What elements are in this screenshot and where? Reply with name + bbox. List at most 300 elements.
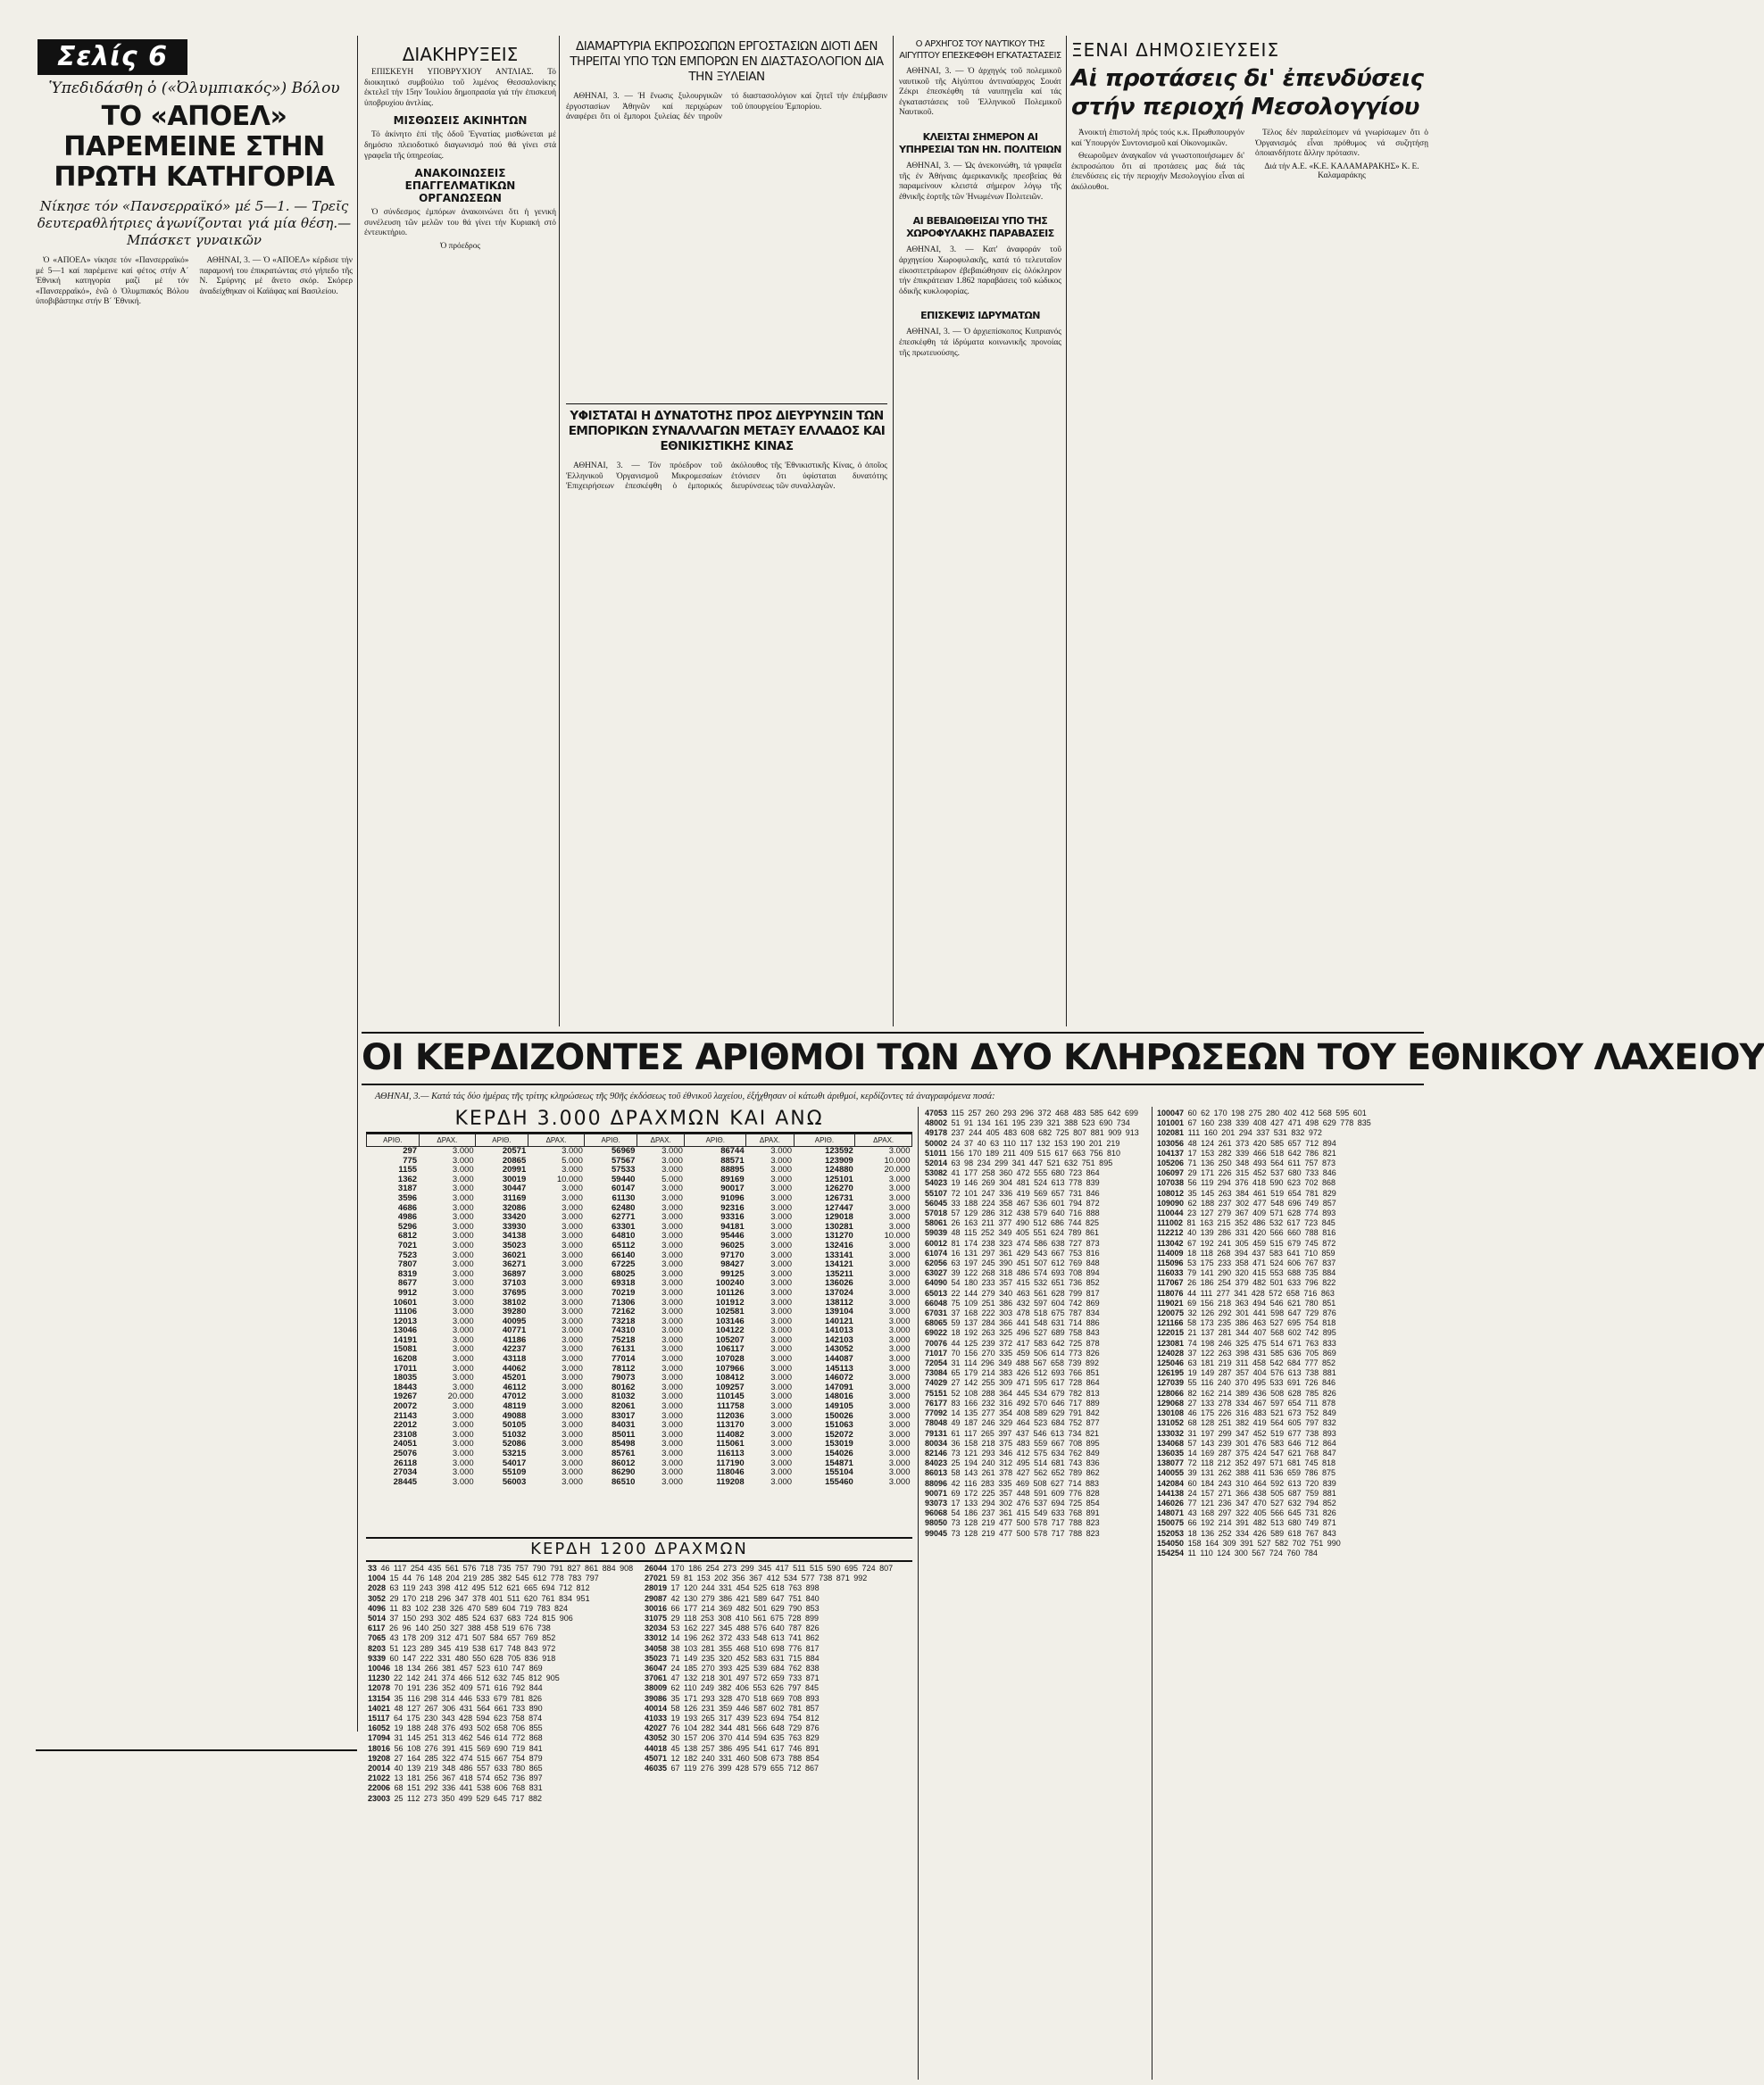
number-rest: 19 146 269 304 481 524 613 778 839 bbox=[951, 1178, 1100, 1188]
prize-amount: 10.000 bbox=[884, 1155, 911, 1166]
ticket-number: 33420 bbox=[502, 1212, 527, 1223]
number-line bbox=[645, 1674, 912, 1683]
apoel-kicker: Ὑπεδιδάσθη ὁ («Ὀλυμπιακός») Βόλου bbox=[48, 79, 340, 97]
prize-amount: 3.000 bbox=[662, 1391, 683, 1402]
mesolongi-signature: Διά τήν Α.Ε. «Κ.Ε. ΚΑΛΑΜΑΡΑΚΗΣ» Κ. Ε. Καλαμαράκης bbox=[1264, 162, 1419, 180]
notice-paragraph: ΕΠΙΣΚΕΥΗ ΥΠΟΒΡΥΧΙΟΥ ΑΝΤΛΙΑΣ. Τό διοικητικό συμβούλιο τοῦ λιμένος Θεσσαλονίκης ἐκτελεῖ τήν 15ην Ἰουλίου δημοπρασία γιά τήν ἐπισκευή ὑποβρυχίου ἀντλίας. bbox=[364, 68, 556, 108]
ticket-number: 126270 bbox=[825, 1184, 853, 1194]
traffic-paragraph: ΑΘΗΝΑΙ, 3. — Κατ' ἀναφοράν τοῦ ἀρχηγείου Χωροφυλακῆς, κατά τό τελευταῖον εἰκοσιτετράωρον ἐβεβαιώθησαν εἰς ὁλόκληρον τήν ἐπικράτειαν 1.862 παραβάσεις τοῦ κώδικος ὁδικῆς κυκλοφορίας. bbox=[899, 245, 1061, 296]
prize-amount: 3.000 bbox=[662, 1240, 683, 1250]
prize-amount: 3.000 bbox=[662, 1212, 683, 1223]
number-rest: 72 101 247 336 419 569 657 731 846 bbox=[951, 1188, 1100, 1198]
prize-amount: 3.000 bbox=[770, 1307, 793, 1317]
number-rest: 63 197 245 390 451 507 612 769 848 bbox=[951, 1258, 1100, 1268]
prize-amount: 3.000 bbox=[452, 1297, 474, 1308]
number-rest: 66 177 214 369 482 501 629 790 853 bbox=[670, 1603, 820, 1613]
prize-amount: 3.000 bbox=[662, 1429, 683, 1440]
number-rest: 63 181 219 311 458 542 684 777 852 bbox=[1187, 1358, 1336, 1368]
prize-amount: 3.000 bbox=[770, 1192, 793, 1203]
number-rest: 27 142 255 309 471 595 617 728 864 bbox=[951, 1378, 1100, 1388]
prize-amount: 3.000 bbox=[662, 1192, 683, 1203]
number-line bbox=[925, 1299, 1148, 1308]
prize-amount: 3.000 bbox=[888, 1429, 911, 1440]
ticket-number: 44062 bbox=[502, 1363, 527, 1374]
ticket-number: 101126 bbox=[716, 1287, 745, 1298]
number-line bbox=[368, 1624, 636, 1633]
number-lead: 15117 bbox=[368, 1714, 390, 1724]
number-lead: 47053 bbox=[925, 1109, 948, 1117]
number-lead: 109090 bbox=[1157, 1198, 1185, 1208]
number-lead: 57018 bbox=[925, 1209, 948, 1218]
number-lead: 112212 bbox=[1157, 1228, 1184, 1238]
number-lead: 1004 bbox=[368, 1574, 387, 1583]
number-rest: 11 83 102 238 326 470 589 604 719 783 824 bbox=[389, 1603, 569, 1613]
ticket-number: 102581 bbox=[715, 1307, 745, 1317]
number-lead: 16052 bbox=[368, 1724, 391, 1733]
number-rest: 14 196 262 372 433 548 613 741 862 bbox=[670, 1633, 820, 1643]
number-rest: 17 153 282 339 466 518 642 786 821 bbox=[1187, 1148, 1336, 1158]
number-rest: 57 129 286 312 438 579 640 716 888 bbox=[951, 1209, 1100, 1218]
prize-amount: 3.000 bbox=[562, 1373, 583, 1383]
prize-amount: 3.000 bbox=[888, 1221, 911, 1232]
prize-amount: 3.000 bbox=[662, 1146, 683, 1156]
apoel-body bbox=[36, 256, 353, 308]
number-line bbox=[1157, 1439, 1425, 1449]
prize-amount: 3.000 bbox=[662, 1202, 683, 1213]
ticket-number: 45201 bbox=[502, 1373, 527, 1383]
prize-amount: 3.000 bbox=[770, 1458, 793, 1468]
number-line bbox=[925, 1258, 1148, 1268]
protest-article bbox=[566, 39, 887, 378]
number-rest: 37 122 263 398 431 585 636 705 869 bbox=[1187, 1348, 1336, 1358]
number-line bbox=[1157, 1189, 1425, 1199]
number-rest: 60 62 170 198 275 280 402 412 568 595 601 bbox=[1187, 1109, 1367, 1117]
prize-amount: 3.000 bbox=[888, 1458, 911, 1468]
number-rest: 12 182 240 331 460 508 673 788 854 bbox=[670, 1753, 820, 1763]
number-line bbox=[925, 1168, 1148, 1178]
prize-amount: 3.000 bbox=[662, 1354, 683, 1365]
ticket-number: 3187 bbox=[397, 1184, 418, 1194]
number-line bbox=[645, 1614, 912, 1624]
ticket-number: 297 bbox=[403, 1146, 418, 1156]
winnings-row bbox=[367, 1147, 912, 1157]
number-line bbox=[925, 1368, 1148, 1378]
number-rest: 55 116 240 370 495 533 691 726 846 bbox=[1187, 1378, 1336, 1388]
ticket-number: 142103 bbox=[825, 1334, 853, 1345]
mesolongi-paragraph: Τέλος δέν παραλείπομεν νά γνωρίσωμεν ὅτι ὁ Ὀργανισμός εἶναι πρόθυμος νά συζητήσῃ ὁποιανδήποτε ἄλλην πρότασιν. bbox=[1255, 129, 1428, 159]
number-lead: 14021 bbox=[368, 1703, 391, 1713]
prize-amount: 3.000 bbox=[888, 1334, 911, 1345]
number-lead: 21022 bbox=[368, 1773, 391, 1783]
number-rest: 13 181 256 367 418 574 652 736 897 bbox=[394, 1773, 543, 1783]
number-lead: 122015 bbox=[1157, 1328, 1185, 1338]
ticket-number: 73218 bbox=[612, 1316, 636, 1326]
protest-headline: ΔΙΑΜΑΡΤΥΡΙΑ ΕΚΠΡΟΣΩΠΩΝ ΕΡΓΟΣΤΑΣΙΩΝ ΔΙΟΤΙ ΔΕΝ ΤΗΡΕΙΤΑΙ ΥΠΟ ΤΩΝ ΕΜΠΟΡΩΝ ΕΝ ΔΙΑΣΤΑΣΟΛΟΓΙΟΝ ΔΙΑ ΤΗΝ ΞΥΛΕΙΑΝ bbox=[570, 39, 884, 84]
col-num-header: ΑΡΙΘ. bbox=[685, 1134, 746, 1147]
number-lead: 34058 bbox=[645, 1643, 668, 1653]
number-lead: 106097 bbox=[1157, 1168, 1185, 1178]
number-lead: 113042 bbox=[1157, 1238, 1184, 1248]
ticket-number: 94181 bbox=[720, 1221, 745, 1232]
number-lead: 18016 bbox=[368, 1743, 391, 1753]
number-line bbox=[1157, 1268, 1425, 1278]
number-rest: 81 163 215 352 486 532 617 723 845 bbox=[1186, 1218, 1335, 1228]
ticket-number: 129018 bbox=[825, 1212, 853, 1223]
number-line bbox=[1157, 1378, 1425, 1388]
ticket-number: 137024 bbox=[825, 1287, 853, 1298]
number-lead: 76177 bbox=[925, 1398, 948, 1408]
number-line bbox=[925, 1389, 1148, 1399]
number-rest: 49 187 246 329 464 523 684 752 877 bbox=[951, 1418, 1100, 1428]
china-article bbox=[566, 409, 887, 1016]
number-line bbox=[925, 1349, 1148, 1358]
prize-amount: 3.000 bbox=[888, 1278, 911, 1289]
number-rest: 26 96 140 250 327 388 458 519 676 738 bbox=[389, 1624, 551, 1633]
prize-amount: 3.000 bbox=[888, 1212, 911, 1223]
number-line bbox=[925, 1249, 1148, 1258]
number-rest: 56 119 294 376 418 590 623 702 868 bbox=[1187, 1178, 1336, 1188]
number-rest: 18 192 263 325 496 527 689 758 843 bbox=[951, 1328, 1100, 1338]
prize-amount: 3.000 bbox=[770, 1202, 793, 1213]
ticket-number: 107966 bbox=[715, 1363, 745, 1374]
number-line bbox=[1157, 1209, 1425, 1218]
ticket-number: 126731 bbox=[825, 1192, 853, 1203]
numbers-right-column bbox=[925, 1109, 1148, 2077]
prize-amount: 3.000 bbox=[452, 1221, 474, 1232]
number-lead: 73084 bbox=[925, 1368, 948, 1378]
number-lead: 80034 bbox=[925, 1438, 948, 1448]
ticket-number: 132416 bbox=[825, 1240, 853, 1250]
number-lead: 55107 bbox=[925, 1188, 948, 1198]
ticket-number: 52086 bbox=[502, 1439, 527, 1450]
prize-amount: 3.000 bbox=[562, 1458, 583, 1468]
number-rest: 14 169 287 375 424 547 621 768 847 bbox=[1187, 1448, 1336, 1458]
number-lead: 124028 bbox=[1157, 1348, 1185, 1358]
number-line bbox=[925, 1339, 1148, 1349]
number-line bbox=[1157, 1449, 1425, 1458]
ticket-number: 88571 bbox=[720, 1155, 745, 1166]
number-lead: 49178 bbox=[925, 1128, 948, 1138]
ticket-number: 116113 bbox=[716, 1449, 745, 1458]
number-lead: 110044 bbox=[1157, 1209, 1184, 1218]
ticket-number: 32086 bbox=[502, 1202, 527, 1213]
ticket-number: 148016 bbox=[825, 1391, 853, 1402]
ticket-number: 34138 bbox=[502, 1231, 527, 1242]
number-line bbox=[1157, 1479, 1425, 1489]
prize-amount: 3.000 bbox=[452, 1250, 474, 1260]
number-rest: 81 174 238 323 474 586 638 727 873 bbox=[951, 1238, 1100, 1248]
number-lead: 108012 bbox=[1157, 1188, 1185, 1198]
number-lead: 103056 bbox=[1157, 1138, 1185, 1148]
number-line bbox=[368, 1594, 636, 1604]
number-rest: 67 160 238 339 408 427 471 498 629 778 835 bbox=[1187, 1118, 1371, 1128]
number-lead: 101001 bbox=[1157, 1118, 1185, 1128]
prize-amount: 3.000 bbox=[562, 1278, 583, 1289]
number-line bbox=[645, 1683, 912, 1693]
number-rest: 115 257 260 293 296 372 468 483 585 642 699 bbox=[951, 1109, 1139, 1117]
number-line bbox=[925, 1209, 1148, 1218]
ticket-number: 135211 bbox=[825, 1268, 853, 1279]
prize-amount: 3.000 bbox=[888, 1420, 911, 1431]
number-rest: 30 157 206 370 414 594 635 763 829 bbox=[670, 1733, 820, 1743]
number-line bbox=[645, 1624, 912, 1633]
prize-amount: 3.000 bbox=[888, 1373, 911, 1383]
ticket-number: 51032 bbox=[502, 1429, 527, 1440]
notice-paragraph: Τό ἀκίνητο ἐπί τῆς ὁδοῦ Ἐγνατίας μισθώνεται μέ δημόσιο πλειοδοτικό διαγωνισμό πού θά γίνει στά γραφεῖα τῆς ὑπηρεσίας. bbox=[364, 130, 556, 161]
number-rest: 35 145 263 384 461 519 654 781 829 bbox=[1187, 1188, 1336, 1198]
number-lead: 3052 bbox=[368, 1593, 387, 1603]
ticket-number: 40771 bbox=[502, 1325, 527, 1336]
number-line bbox=[925, 1439, 1148, 1449]
number-line bbox=[645, 1704, 912, 1714]
number-rest: 31 114 296 349 488 567 658 739 892 bbox=[951, 1358, 1100, 1368]
number-line bbox=[925, 1529, 1148, 1539]
number-line bbox=[1157, 1249, 1425, 1258]
number-rest: 37 150 293 302 485 524 637 683 724 815 906 bbox=[389, 1614, 573, 1624]
ticket-number: 30019 bbox=[502, 1174, 527, 1184]
notices-column bbox=[364, 39, 556, 1092]
number-lead: 33012 bbox=[645, 1633, 668, 1643]
number-rest: 72 118 212 352 497 571 681 745 818 bbox=[1187, 1458, 1336, 1468]
ticket-number: 48119 bbox=[503, 1401, 527, 1412]
number-line bbox=[368, 1744, 636, 1754]
prize-amount: 3.000 bbox=[562, 1316, 583, 1326]
ticket-number: 114082 bbox=[716, 1429, 745, 1440]
number-line bbox=[1157, 1308, 1425, 1318]
number-lead: 79131 bbox=[925, 1428, 948, 1438]
prize-amount: 3.000 bbox=[562, 1382, 583, 1392]
prize-amount: 3.000 bbox=[662, 1287, 683, 1298]
number-line bbox=[645, 1604, 912, 1614]
prize-amount: 3.000 bbox=[452, 1231, 474, 1242]
prize-amount: 3.000 bbox=[562, 1391, 583, 1402]
ticket-number: 53215 bbox=[502, 1449, 527, 1458]
apoel-subhead: Νίκησε τόν «Πανσερραϊκό» μέ 5—1. — Τρεῖς δευτεραθλήτριες ἀγωνίζονται γιά μία θέση.— Μπάσκετ γυναικῶν bbox=[37, 198, 352, 248]
number-lead: 35023 bbox=[645, 1653, 668, 1663]
number-lead: 43052 bbox=[645, 1733, 668, 1743]
prize-amount: 3.000 bbox=[452, 1202, 474, 1213]
number-line bbox=[925, 1109, 1148, 1118]
number-lead: 86013 bbox=[925, 1468, 948, 1478]
prize-amount: 3.000 bbox=[562, 1307, 583, 1317]
traffic-headline: ΑΙ ΒΕΒΑΙΩΘΕΙΣΑΙ ΥΠΟ ΤΗΣ ΧΩΡΟΦΥΛΑΚΗΣ ΠΑΡΑΒΑΣΕΙΣ bbox=[906, 215, 1054, 240]
prize-amount: 3.000 bbox=[662, 1278, 683, 1289]
number-lead: 39086 bbox=[645, 1693, 668, 1703]
number-rest: 37 168 222 303 478 518 675 787 834 bbox=[951, 1308, 1100, 1318]
number-rest: 67 192 241 305 459 515 679 745 872 bbox=[1187, 1238, 1336, 1248]
number-rest: 158 164 309 391 527 582 702 751 990 bbox=[1187, 1538, 1341, 1548]
number-line bbox=[925, 1289, 1148, 1299]
foreign-label: ΞΕΝΑΙ ΔΗΜΟΣΙΕΥΣΕΙΣ bbox=[1071, 39, 1280, 61]
egypt-headline: Ο ΑΡΧΗΓΟΣ ΤΟΥ ΝΑΥΤΙΚΟΥ ΤΗΣ ΑΙΓΥΠΤΟΥ ΕΠΕΣΚΕΦΘΗ ΕΓΚΑΤΑΣΤΑΣΕΙΣ bbox=[899, 39, 1061, 61]
egypt-paragraph: ΑΘΗΝΑΙ, 3. — Ὁ ἀρχηγός τοῦ πολεμικοῦ ναυτικοῦ τῆς Αἰγύπτου ἀντιναύαρχος Σουάτ Ζέκρι ἐπεσκέφθη τά ναυπηγεῖα καί τάς ἐγκαταστάσεις τοῦ Ἑλληνικοῦ Πολεμικοῦ Ναυτικοῦ. bbox=[899, 67, 1061, 118]
number-rest: 22 144 279 340 463 561 628 799 817 bbox=[951, 1288, 1100, 1298]
prize-amount: 3.000 bbox=[452, 1476, 474, 1487]
number-lead: 22006 bbox=[368, 1783, 391, 1793]
ticket-number: 113170 bbox=[716, 1420, 745, 1431]
number-rest: 22 142 241 374 466 512 632 745 812 905 bbox=[394, 1674, 560, 1683]
number-lead: 99045 bbox=[925, 1528, 948, 1538]
prize-amount: 3.000 bbox=[452, 1354, 474, 1365]
prize-amount: 3.000 bbox=[452, 1192, 474, 1203]
number-line bbox=[1157, 1328, 1425, 1338]
number-rest: 63 98 234 299 341 447 521 632 751 895 bbox=[951, 1159, 1113, 1168]
number-lead: 134068 bbox=[1157, 1438, 1185, 1448]
ticket-number: 41186 bbox=[503, 1334, 527, 1345]
number-lead: 142084 bbox=[1157, 1478, 1185, 1488]
number-lead: 6117 bbox=[368, 1624, 386, 1633]
prize-amount: 3.000 bbox=[562, 1344, 583, 1355]
ticket-number: 83017 bbox=[612, 1410, 636, 1421]
ticket-number: 55109 bbox=[502, 1467, 527, 1478]
prize-amount: 3.000 bbox=[662, 1316, 683, 1326]
prize-amount: 3.000 bbox=[562, 1146, 583, 1156]
prize-amount: 3.000 bbox=[452, 1449, 474, 1458]
prize-amount: 3.000 bbox=[888, 1401, 911, 1412]
number-lead: 19208 bbox=[368, 1753, 391, 1763]
mesolongi-headline: Αἱ προτάσεις δι' ἐπενδύσεις στήν περιοχή Μεσολογγίου bbox=[1071, 65, 1424, 120]
winnings-table bbox=[366, 1134, 912, 1487]
number-line bbox=[368, 1644, 636, 1654]
number-rest: 51 123 289 345 419 538 617 748 843 972 bbox=[389, 1643, 556, 1653]
prize-amount: 3.000 bbox=[662, 1382, 683, 1392]
number-line bbox=[925, 1159, 1148, 1168]
number-line bbox=[1157, 1239, 1425, 1249]
prize-amount: 3.000 bbox=[888, 1325, 911, 1336]
ticket-number: 7807 bbox=[397, 1259, 418, 1270]
number-line bbox=[1157, 1389, 1425, 1399]
number-line bbox=[925, 1479, 1148, 1489]
prize-amount: 3.000 bbox=[770, 1429, 793, 1440]
mesolongi-article bbox=[1071, 39, 1428, 1021]
ticket-number: 136026 bbox=[825, 1278, 853, 1289]
ticket-number: 145113 bbox=[825, 1363, 853, 1374]
number-lead: 27021 bbox=[645, 1574, 668, 1583]
number-rest: 16 131 297 361 429 543 667 753 816 bbox=[951, 1248, 1100, 1258]
prize-amount: 3.000 bbox=[770, 1382, 793, 1392]
number-line bbox=[925, 1308, 1148, 1318]
prize-amount: 3.000 bbox=[452, 1278, 474, 1289]
ticket-number: 8677 bbox=[397, 1278, 418, 1289]
prize-amount: 3.000 bbox=[770, 1449, 793, 1458]
number-lead: 74029 bbox=[925, 1378, 948, 1388]
number-lead: 88096 bbox=[925, 1478, 948, 1488]
number-line bbox=[925, 1449, 1148, 1458]
number-lead: 56045 bbox=[925, 1198, 948, 1208]
winnings-row bbox=[367, 1450, 912, 1459]
number-rest: 24 185 270 393 425 539 684 762 838 bbox=[670, 1664, 820, 1674]
number-line bbox=[368, 1724, 636, 1733]
ticket-number: 66140 bbox=[612, 1250, 636, 1260]
number-rest: 25 194 240 312 495 514 681 743 836 bbox=[951, 1458, 1100, 1468]
number-line bbox=[645, 1654, 912, 1664]
ticket-number: 74310 bbox=[612, 1325, 636, 1336]
number-line bbox=[645, 1633, 912, 1643]
number-lead: 13154 bbox=[368, 1693, 391, 1703]
prize-amount: 3.000 bbox=[562, 1221, 583, 1232]
number-lead: 123081 bbox=[1157, 1338, 1185, 1348]
ticket-number: 95446 bbox=[720, 1231, 745, 1242]
number-lead: 107038 bbox=[1157, 1178, 1185, 1188]
diakirixeis-title: ΔΙΑΚΗΡΥΞΕΙΣ bbox=[402, 44, 519, 65]
number-rest: 15 44 76 148 204 219 285 382 545 612 778 783 797 bbox=[389, 1574, 599, 1583]
number-rest: 46 117 254 435 561 576 718 735 757 790 791 827 861 884 908 bbox=[380, 1564, 634, 1573]
number-lead: 138077 bbox=[1157, 1458, 1185, 1468]
big-winnings-title: ΚΕΡΔΗ 3.000 ΔΡΑΧΜΩΝ ΚΑΙ ΑΝΩ bbox=[366, 1107, 912, 1134]
number-rest: 39 122 268 318 486 574 693 708 894 bbox=[951, 1268, 1100, 1278]
number-rest: 73 121 293 346 412 575 634 762 849 bbox=[951, 1448, 1100, 1458]
prize-amount: 3.000 bbox=[770, 1250, 793, 1260]
number-line bbox=[368, 1794, 636, 1804]
ticket-number: 123592 bbox=[825, 1146, 853, 1156]
number-line bbox=[925, 1429, 1148, 1439]
number-lead: 29087 bbox=[645, 1593, 668, 1603]
ticket-number: 119208 bbox=[716, 1476, 745, 1487]
col-amt-header: ΔΡΑΧ. bbox=[855, 1134, 912, 1147]
small-winnings-title: ΚΕΡΔΗ 1200 ΔΡΑΧΜΩΝ bbox=[366, 1537, 912, 1562]
ticket-number: 63301 bbox=[612, 1221, 636, 1232]
number-rest: 24 37 40 63 110 117 132 153 190 201 219 bbox=[951, 1138, 1120, 1148]
number-line bbox=[645, 1574, 912, 1583]
ticket-number: 103146 bbox=[715, 1316, 745, 1326]
section-badge: Σελίς 6 bbox=[37, 39, 187, 75]
ticket-number: 70219 bbox=[612, 1287, 636, 1298]
prize-amount: 3.000 bbox=[888, 1174, 911, 1184]
ticket-number: 110145 bbox=[716, 1391, 745, 1402]
number-lead: 128066 bbox=[1157, 1388, 1185, 1398]
prize-amount: 3.000 bbox=[452, 1240, 474, 1250]
ticket-number: 150026 bbox=[825, 1410, 853, 1421]
ticket-number: 86012 bbox=[612, 1458, 636, 1468]
numbers-mid-column bbox=[645, 1564, 912, 2073]
number-line bbox=[925, 1468, 1148, 1478]
number-line bbox=[1157, 1118, 1425, 1128]
number-line bbox=[1157, 1299, 1425, 1308]
ticket-number: 118046 bbox=[716, 1467, 745, 1478]
number-line bbox=[925, 1118, 1148, 1128]
prize-amount: 3.000 bbox=[562, 1250, 583, 1260]
number-line bbox=[1157, 1458, 1425, 1468]
ticket-number: 4986 bbox=[397, 1212, 418, 1223]
number-line bbox=[925, 1278, 1148, 1288]
number-rest: 18 118 268 394 437 583 641 710 859 bbox=[1187, 1248, 1335, 1258]
prize-amount: 3.000 bbox=[770, 1221, 793, 1232]
ticket-number: 3596 bbox=[397, 1192, 418, 1203]
ticket-number: 1155 bbox=[398, 1165, 418, 1175]
number-lead: 96068 bbox=[925, 1508, 948, 1518]
prize-amount: 3.000 bbox=[452, 1334, 474, 1345]
number-rest: 237 244 405 483 608 682 725 807 881 909 913 bbox=[951, 1128, 1139, 1138]
number-rest: 48 124 261 373 420 585 657 712 894 bbox=[1187, 1138, 1336, 1148]
prize-amount: 3.000 bbox=[888, 1192, 911, 1203]
ticket-number: 139104 bbox=[825, 1307, 853, 1317]
notice-paragraph: Ὁ σύνδεσμος ἐμπόρων ἀνακοινώνει ὅτι ἡ γενική συνέλευση τῶν μελῶν του θά γίνει τήν Κυριακή στό ἐντευκτήριο. bbox=[364, 208, 556, 238]
prize-amount: 3.000 bbox=[662, 1259, 683, 1270]
number-rest: 43 178 209 312 471 507 584 657 769 852 bbox=[389, 1633, 556, 1643]
ticket-number: 104122 bbox=[715, 1325, 745, 1336]
number-rest: 58 126 231 359 446 587 602 781 857 bbox=[670, 1703, 820, 1713]
foundations-headline: ΕΠΙΣΚΕΨΙΣ ΙΔΡΥΜΑΤΩΝ bbox=[920, 310, 1040, 322]
number-lead: 60012 bbox=[925, 1238, 948, 1248]
prize-amount: 3.000 bbox=[770, 1410, 793, 1421]
number-line bbox=[645, 1564, 912, 1574]
number-rest: 54 180 233 357 415 532 651 736 852 bbox=[951, 1278, 1100, 1288]
number-line bbox=[1157, 1278, 1425, 1288]
ticket-number: 21143 bbox=[394, 1410, 418, 1421]
prize-amount: 3.000 bbox=[770, 1401, 793, 1412]
number-line bbox=[1157, 1399, 1425, 1408]
prize-amount: 3.000 bbox=[662, 1373, 683, 1383]
